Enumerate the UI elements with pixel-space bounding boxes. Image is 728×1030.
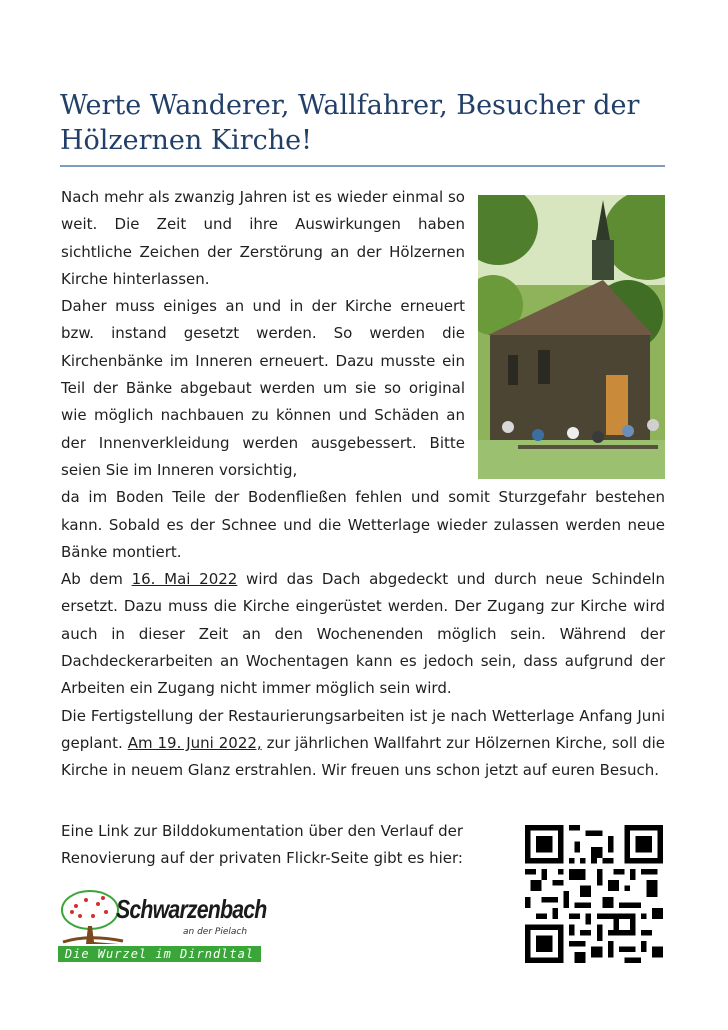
body-text <box>61 184 665 785</box>
date-may: 16. Mai 2022 <box>131 570 238 589</box>
title-divider <box>60 165 665 167</box>
paragraph-3: Ab dem 16. Mai 2022 wird das Dach abgedeckt und durch neue Schindeln ersetzt. Dazu muss die Kirche eingerüstet werden. Der Zugang zur Kirche wird auch in dieser Zeit an den Wochenenden möglich sein. Während der Dachdeckerarbeiten an Wochentagen kann es jedoch sein, dass aufgrund der Arbeiten ein Zugang nicht immer möglich sein wird. <box>61 570 665 698</box>
qr-code[interactable] <box>525 825 663 963</box>
paragraph-2b: da im Boden Teile der Bodenfließen fehlen und somit Sturzgefahr bestehen kann. Sobald es der Schnee und die Wetterlage wieder zulassen werden neue Bänke montiert. <box>61 488 665 561</box>
logo-subtitle: an der Pielach <box>183 927 248 937</box>
logo-name: Schwarzenbach <box>116 894 267 924</box>
page-title: Werte Wanderer, Wallfahrer, Besucher der Hölzernen Kirche! <box>60 90 640 156</box>
paragraph-4: Die Fertigstellung der Restaurierungsarbeiten ist je nach Wetterlage Anfang Juni geplant. Am 19. Juni 2022, zur jährlichen Wallfahrt zur Hölzernen Kirche, soll die Kirche in neuem Glanz erstrahlen. Wir freuen uns schon jetzt auf euren Besuch. <box>61 706 665 780</box>
date-june: Am 19. Juni 2022, <box>127 733 262 752</box>
schwarzenbach-logo <box>58 886 268 966</box>
paragraph-1: Nach mehr als zwanzig Jahren ist es wieder einmal so weit. Die Zeit und ihre Auswirkungen haben sichtliche Zeichen der Zerstörung an der Hölzernen Kirche hinterlassen. <box>61 188 465 288</box>
logo-slogan: Die Wurzel im Dirndltal <box>58 946 261 962</box>
paragraph-2a: Daher muss einiges an und in der Kirche erneuert bzw. instand gesetzt werden. So werden die Kirchenbänke im Inneren erneuert. Dazu musste ein Teil der Bänke abgebaut werden um sie so original wie möglich nachbauen zu können und Schäden an der Innenverkleidung werden ausgebessert. Bitte seien Sie im Inneren vorsichtig, <box>61 297 465 479</box>
flickr-link-text: Eine Link zur Bilddokumentation über den Verlauf der Renovierung auf der privaten Flickr-Seite gibt es hier: <box>61 822 463 868</box>
